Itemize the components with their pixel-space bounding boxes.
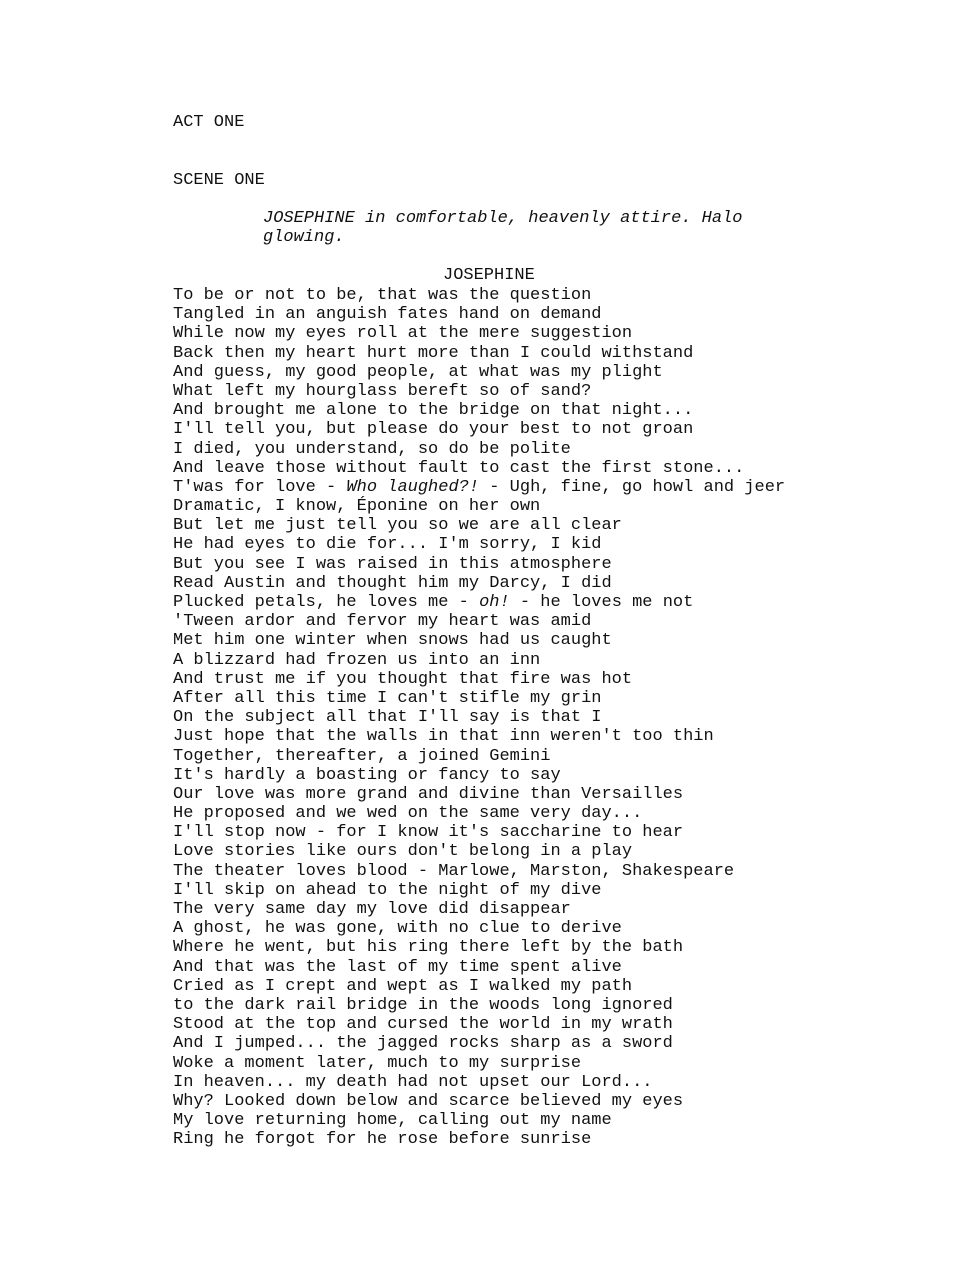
dialogue-segment: Tangled in an anguish fates hand on demand bbox=[173, 305, 602, 325]
dialogue-line bbox=[173, 631, 973, 650]
dialogue-line bbox=[173, 651, 973, 670]
dialogue-line bbox=[173, 555, 973, 574]
dialogue-line bbox=[173, 900, 973, 919]
dialogue-segment: Stood at the top and cursed the world in my wrath bbox=[173, 1015, 673, 1035]
dialogue-segment: On the subject all that I'll say is that I bbox=[173, 708, 602, 728]
dialogue-segment: I died, you understand, so do be polite bbox=[173, 439, 571, 459]
dialogue-segment: - he loves me not bbox=[509, 593, 694, 612]
scene-heading: SCENE ONE bbox=[173, 171, 265, 190]
dialogue-line bbox=[173, 478, 973, 497]
dialogue-segment: 'Tween ardor and fervor my heart was amid bbox=[173, 612, 592, 632]
dialogue-segment: Where he went, but his ring there left by the bath bbox=[173, 938, 684, 958]
stage-direction-character: JOSEPHINE bbox=[263, 209, 355, 228]
dialogue-line bbox=[173, 804, 973, 823]
dialogue-segment: Cried as I crept and wept as I walked my path bbox=[173, 976, 633, 996]
dialogue-line bbox=[173, 977, 973, 996]
dialogue-line bbox=[173, 363, 973, 382]
dialogue-line bbox=[173, 574, 973, 593]
dialogue-italic-segment: Who laughed?! bbox=[346, 477, 480, 497]
dialogue-line bbox=[173, 324, 973, 343]
dialogue-segment: A blizzard had frozen us into an inn bbox=[173, 650, 541, 670]
dialogue-line bbox=[173, 440, 973, 459]
dialogue-segment: Love stories like ours don't belong in a play bbox=[173, 842, 633, 862]
dialogue-line bbox=[173, 1130, 973, 1149]
dialogue-segment: I'll stop now - for I know it's saccharine to hear bbox=[173, 823, 684, 843]
dialogue-line bbox=[173, 823, 973, 842]
dialogue-line bbox=[173, 305, 973, 324]
dialogue-line bbox=[173, 842, 973, 861]
dialogue-line bbox=[173, 459, 973, 478]
dialogue-line bbox=[173, 881, 973, 900]
dialogue-segment: And trust me if you thought that fire was hot bbox=[173, 669, 633, 689]
dialogue-line bbox=[173, 593, 973, 612]
dialogue-line bbox=[173, 708, 973, 727]
dialogue-line bbox=[173, 1015, 973, 1034]
dialogue-segment: But you see I was raised in this atmosphere bbox=[173, 554, 612, 574]
dialogue-segment: But let me just tell you so we are all clear bbox=[173, 516, 622, 536]
dialogue-line bbox=[173, 766, 973, 785]
dialogue-line bbox=[173, 785, 973, 804]
dialogue-segment: While now my eyes roll at the mere suggestion bbox=[173, 324, 633, 344]
dialogue-line bbox=[173, 862, 973, 881]
dialogue-line bbox=[173, 1092, 973, 1111]
dialogue-segment: And brought me alone to the bridge on that night... bbox=[173, 401, 694, 421]
dialogue-segment: to the dark rail bridge in the woods long ignored bbox=[173, 995, 673, 1015]
dialogue-segment: And leave those without fault to cast the first stone... bbox=[173, 458, 745, 478]
speaker-name: JOSEPHINE bbox=[443, 266, 535, 285]
dialogue-segment: After all this time I can't stifle my grin bbox=[173, 688, 602, 708]
dialogue-segment: It's hardly a boasting or fancy to say bbox=[173, 765, 561, 785]
dialogue-segment: Read Austin and thought him my Darcy, I did bbox=[173, 573, 612, 593]
dialogue-line bbox=[173, 344, 973, 363]
dialogue-line bbox=[173, 938, 973, 957]
dialogue-segment: And I jumped... the jagged rocks sharp as a sword bbox=[173, 1034, 673, 1054]
dialogue-segment: Together, thereafter, a joined Gemini bbox=[173, 746, 551, 766]
dialogue-segment: To be or not to be, that was the question bbox=[173, 286, 592, 305]
stage-direction-text: in comfortable, heavenly attire. Halo glowing. bbox=[263, 209, 743, 248]
dialogue-segment: In heaven... my death had not upset our Lord... bbox=[173, 1072, 653, 1092]
dialogue-line bbox=[173, 1054, 973, 1073]
dialogue-line bbox=[173, 535, 973, 554]
dialogue-line bbox=[173, 497, 973, 516]
dialogue-line bbox=[173, 382, 973, 401]
dialogue-line bbox=[173, 996, 973, 1015]
dialogue-segment: And that was the last of my time spent alive bbox=[173, 957, 622, 977]
dialogue-line bbox=[173, 727, 973, 746]
dialogue-line bbox=[173, 1034, 973, 1053]
dialogue-line bbox=[173, 1111, 973, 1130]
dialogue-segment: And guess, my good people, at what was my plight bbox=[173, 362, 663, 382]
dialogue-segment: My love returning home, calling out my name bbox=[173, 1111, 612, 1131]
dialogue-segment: Woke a moment later, much to my surprise bbox=[173, 1053, 582, 1073]
dialogue-italic-segment: oh! bbox=[479, 593, 510, 612]
dialogue-line bbox=[173, 958, 973, 977]
dialogue-line bbox=[173, 747, 973, 766]
dialogue-line bbox=[173, 919, 973, 938]
dialogue-segment: I'll tell you, but please do your best to not groan bbox=[173, 420, 694, 440]
dialogue-segment: Ring he forgot for he rose before sunrise bbox=[173, 1130, 592, 1150]
dialogue-segment: I'll skip on ahead to the night of my dive bbox=[173, 880, 602, 900]
act-heading: ACT ONE bbox=[173, 113, 245, 132]
dialogue-segment: A ghost, he was gone, with no clue to derive bbox=[173, 919, 622, 939]
dialogue-segment: The theater loves blood - Marlowe, Marston, Shakespeare bbox=[173, 861, 735, 881]
stage-direction bbox=[263, 209, 823, 247]
dialogue-segment: - Ugh, fine, go howl and jeer bbox=[479, 477, 786, 497]
dialogue-segment: Just hope that the walls in that inn weren't too thin bbox=[173, 727, 714, 747]
dialogue-segment: What left my hourglass bereft so of sand? bbox=[173, 381, 592, 401]
dialogue-segment: Back then my heart hurt more than I could withstand bbox=[173, 343, 694, 363]
dialogue-segment: Dramatic, I know, Éponine on her own bbox=[173, 497, 541, 517]
dialogue-segment: He proposed and we wed on the same very day... bbox=[173, 804, 643, 824]
dialogue-segment: T'was for love - bbox=[173, 477, 347, 497]
dialogue-line bbox=[173, 1073, 973, 1092]
dialogue-segment: Why? Looked down below and scarce believed my eyes bbox=[173, 1091, 684, 1111]
dialogue-segment: Met him one winter when snows had us caught bbox=[173, 631, 612, 651]
dialogue-line bbox=[173, 286, 973, 305]
dialogue-segment: Plucked petals, he loves me - bbox=[173, 593, 480, 612]
dialogue-line bbox=[173, 670, 973, 689]
dialogue-line bbox=[173, 420, 973, 439]
dialogue-line bbox=[173, 689, 973, 708]
dialogue-segment: The very same day my love did disappear bbox=[173, 900, 571, 919]
dialogue-segment: He had eyes to die for... I'm sorry, I kid bbox=[173, 535, 602, 555]
dialogue-block bbox=[173, 286, 973, 1149]
dialogue-line bbox=[173, 612, 973, 631]
dialogue-segment: Our love was more grand and divine than Versailles bbox=[173, 784, 684, 804]
dialogue-line bbox=[173, 516, 973, 535]
dialogue-line bbox=[173, 401, 973, 420]
